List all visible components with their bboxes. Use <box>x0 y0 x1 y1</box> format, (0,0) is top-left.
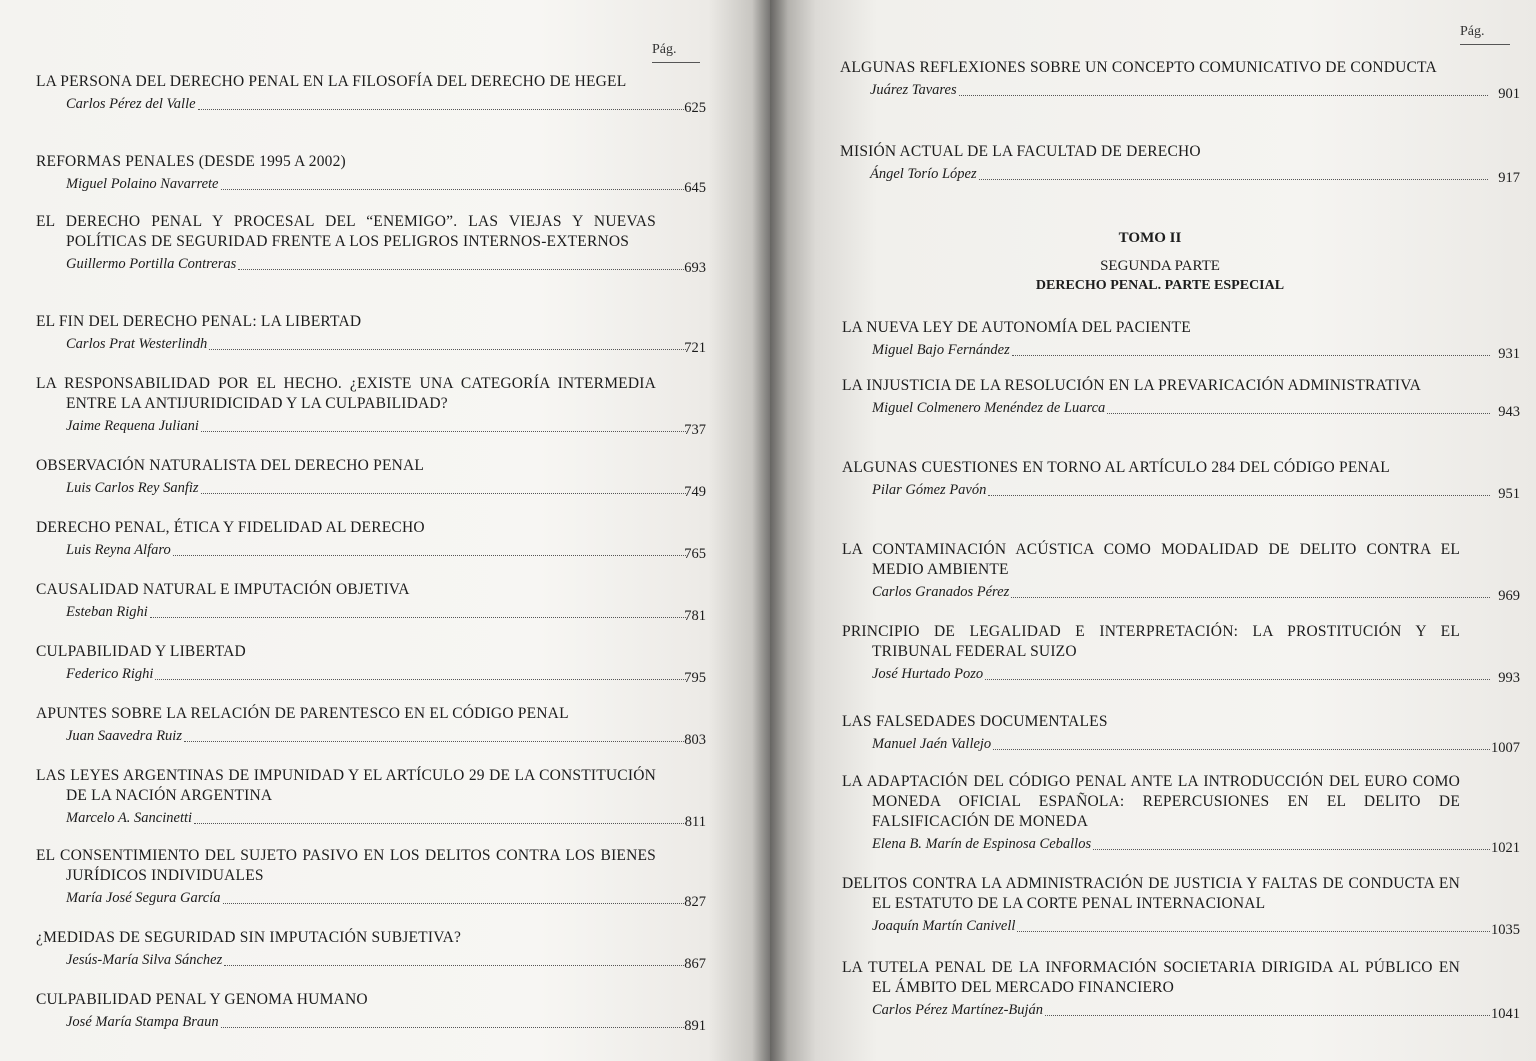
leader-dots <box>184 741 686 742</box>
toc-entry-author-line <box>66 416 686 436</box>
volume-heading: TOMO II <box>1118 230 1182 246</box>
toc-entry-title: REFORMAS PENALES (DESDE 1995 A 2002) <box>36 153 346 170</box>
toc-entry-title: LA TUTELA PENAL DE LA INFORMACIÓN SOCIETARIA DIRIGIDA AL PÚBLICO EN EL ÁMBITO DEL MERCADO FINANCIERO <box>842 959 1460 996</box>
toc-entry-author: Luis Carlos Rey Sanfiz <box>66 480 199 496</box>
toc-entry <box>36 990 706 1032</box>
toc-entry-page-number: 765 <box>684 546 706 562</box>
toc-entry <box>842 318 1520 360</box>
toc-entry <box>36 374 706 436</box>
toc-entry-page-number: 781 <box>684 608 706 624</box>
toc-entry-title: LA RESPONSABILIDAD POR EL HECHO. ¿EXISTE UNA CATEGORÍA INTERMEDIA ENTRE LA ANTIJURIDICIDAD Y LA CULPABILIDAD? <box>36 375 656 412</box>
toc-entry-author-line <box>870 164 1488 184</box>
toc-entry-page-number: 931 <box>1498 346 1520 362</box>
leader-dots <box>223 903 686 904</box>
leader-dots <box>1012 355 1490 356</box>
toc-entry <box>36 152 706 194</box>
toc-entry-author-line <box>872 1000 1490 1020</box>
toc-entry-title: LAS LEYES ARGENTINAS DE IMPUNIDAD Y EL ARTÍCULO 29 DE LA CONSTITUCIÓN DE LA NACIÓN ARGENTINA <box>36 767 656 804</box>
page-column-header: Pág. <box>652 42 700 63</box>
toc-entry-page-number: 1035 <box>1491 922 1520 938</box>
toc-entry-page-number: 625 <box>684 100 706 116</box>
toc-entry-author-line <box>872 398 1490 418</box>
toc-entry-author: Juárez Tavares <box>870 82 957 98</box>
toc-entry-title: MISIÓN ACTUAL DE LA FACULTAD DE DERECHO <box>840 143 1201 160</box>
toc-entry-page-number: 969 <box>1498 588 1520 604</box>
toc-entry-author-line <box>66 174 686 194</box>
toc-entry-title: EL FIN DEL DERECHO PENAL: LA LIBERTAD <box>36 313 362 330</box>
toc-entry-title: LA PERSONA DEL DERECHO PENAL EN LA FILOSOFÍA DEL DERECHO DE HEGEL <box>36 73 627 90</box>
toc-entry-author: Carlos Prat Westerlindh <box>66 336 208 352</box>
toc-entry-page-number: 901 <box>1498 86 1520 102</box>
page-column-header: Pág. <box>1460 24 1510 45</box>
toc-entry-author: Miguel Colmenero Menéndez de Luarca <box>872 400 1106 416</box>
toc-entry <box>842 874 1520 936</box>
toc-entry-page-number: 795 <box>684 670 706 686</box>
toc-entry-page-number: 749 <box>684 484 706 500</box>
toc-entry <box>842 712 1520 754</box>
toc-entry-page-number: 811 <box>684 814 706 830</box>
toc-entry-author-line <box>872 834 1490 854</box>
leader-dots <box>209 349 686 350</box>
toc-entry <box>36 212 706 274</box>
toc-entry-page-number: 867 <box>684 956 706 972</box>
leader-dots <box>155 679 686 680</box>
toc-entry <box>36 312 706 354</box>
toc-entry-author-line <box>872 916 1490 936</box>
toc-entry-author: Carlos Pérez Martínez-Buján <box>872 1002 1044 1018</box>
leader-dots <box>979 179 1488 180</box>
toc-entry-page-number: 737 <box>684 422 706 438</box>
leader-dots <box>201 431 686 432</box>
toc-entry-page-number: 1021 <box>1491 840 1520 856</box>
toc-entry-title: LA CONTAMINACIÓN ACÚSTICA COMO MODALIDAD DE DELITO CONTRA EL MEDIO AMBIENTE <box>842 541 1460 578</box>
toc-entry-title: CULPABILIDAD PENAL Y GENOMA HUMANO <box>36 991 368 1008</box>
toc-entry <box>840 142 1520 184</box>
leader-dots <box>150 617 686 618</box>
toc-entry-title: LAS FALSEDADES DOCUMENTALES <box>842 713 1108 730</box>
toc-entry-author: Jaime Requena Juliani <box>66 418 199 434</box>
toc-entry-title: ALGUNAS CUESTIONES EN TORNO AL ARTÍCULO 284 DEL CÓDIGO PENAL <box>842 459 1390 476</box>
toc-entry <box>36 518 706 560</box>
right-page <box>770 0 1536 1061</box>
toc-entry-title: APUNTES SOBRE LA RELACIÓN DE PARENTESCO EN EL CÓDIGO PENAL <box>36 705 569 722</box>
toc-entry-author-line <box>66 808 686 828</box>
leader-dots <box>1107 413 1490 414</box>
toc-entry-author: Carlos Pérez del Valle <box>66 96 196 112</box>
toc-entry-author-line <box>66 540 686 560</box>
toc-entry-title: ALGUNAS REFLEXIONES SOBRE UN CONCEPTO COMUNICATIVO DE CONDUCTA <box>840 59 1437 76</box>
leader-dots <box>985 679 1490 680</box>
toc-entry-page-number: 693 <box>684 260 706 276</box>
book-gutter-shadow <box>752 0 788 1061</box>
toc-entry-title: PRINCIPIO DE LEGALIDAD E INTERPRETACIÓN: LA PROSTITUCIÓN Y EL TRIBUNAL FEDERAL SUIZO <box>842 623 1460 660</box>
toc-entry-author-line <box>66 334 686 354</box>
part-subheading: DERECHO PENAL. PARTE ESPECIAL <box>1035 278 1285 293</box>
toc-entry-page-number: 917 <box>1498 170 1520 186</box>
leader-dots <box>194 823 686 824</box>
toc-entry-title: LA INJUSTICIA DE LA RESOLUCIÓN EN LA PREVARICACIÓN ADMINISTRATIVA <box>842 377 1422 394</box>
toc-entry <box>36 766 706 828</box>
toc-entry-title: OBSERVACIÓN NATURALISTA DEL DERECHO PENAL <box>36 457 425 474</box>
toc-entry-title: EL DERECHO PENAL Y PROCESAL DEL “ENEMIGO”. LAS VIEJAS Y NUEVAS POLÍTICAS DE SEGURIDAD FRENTE A LOS PELIGROS INTERNOS-EXTERNOS <box>36 213 656 250</box>
toc-entry-author-line <box>870 80 1488 100</box>
leader-dots <box>988 495 1490 496</box>
toc-entry-author: Guillermo Portilla Contreras <box>66 256 237 272</box>
toc-entry-author-line <box>66 254 686 274</box>
leader-dots <box>173 555 686 556</box>
toc-entry-author-line <box>66 478 686 498</box>
toc-entry <box>842 958 1520 1020</box>
toc-entry <box>842 458 1520 500</box>
toc-entry <box>842 540 1520 602</box>
toc-entry <box>36 846 706 908</box>
toc-entry-author: José Hurtado Pozo <box>872 666 984 682</box>
leader-dots <box>198 109 686 110</box>
toc-entry-title: CULPABILIDAD Y LIBERTAD <box>36 643 246 660</box>
toc-entry-author-line <box>872 340 1490 360</box>
toc-entry-author: Luis Reyna Alfaro <box>66 542 171 558</box>
leader-dots <box>221 189 687 190</box>
leader-dots <box>238 269 686 270</box>
toc-entry-author-line <box>872 734 1490 754</box>
leader-dots <box>1017 931 1490 932</box>
toc-entry-page-number: 1041 <box>1491 1006 1520 1022</box>
toc-entry-author: Juan Saavedra Ruiz <box>66 728 182 744</box>
toc-entry-author: Carlos Granados Pérez <box>872 584 1010 600</box>
leader-dots <box>959 95 1488 96</box>
toc-entry-page-number: 827 <box>684 894 706 910</box>
toc-entry-author-line <box>66 950 686 970</box>
toc-entry <box>36 580 706 622</box>
leader-dots <box>1045 1015 1490 1016</box>
toc-entry-title: LA NUEVA LEY DE AUTONOMÍA DEL PACIENTE <box>842 319 1191 336</box>
toc-entry-title: CAUSALIDAD NATURAL E IMPUTACIÓN OBJETIVA <box>36 581 410 598</box>
toc-entry-author-line <box>66 1012 686 1032</box>
toc-entry-author-line <box>66 664 686 684</box>
toc-entry-author: Miguel Bajo Fernández <box>872 342 1010 358</box>
toc-entry-page-number: 645 <box>684 180 706 196</box>
toc-entry-title: EL CONSENTIMIENTO DEL SUJETO PASIVO EN LOS DELITOS CONTRA LOS BIENES JURÍDICOS INDIVIDUALES <box>36 847 656 884</box>
toc-entry-author-line <box>872 480 1490 500</box>
leader-dots <box>201 493 686 494</box>
toc-entry-page-number: 951 <box>1498 486 1520 502</box>
toc-entry <box>36 642 706 684</box>
toc-entry-author: Pilar Gómez Pavón <box>872 482 987 498</box>
toc-entry-page-number: 803 <box>684 732 706 748</box>
toc-entry-page-number: 1007 <box>1491 740 1520 756</box>
toc-entry-page-number: 993 <box>1498 670 1520 686</box>
toc-entry-author: Federico Righi <box>66 666 154 682</box>
toc-entry-page-number: 943 <box>1498 404 1520 420</box>
leader-dots <box>1011 597 1490 598</box>
toc-entry <box>842 376 1520 418</box>
leader-dots <box>993 749 1490 750</box>
toc-entry-page-number: 891 <box>684 1018 706 1034</box>
toc-entry-page-number: 721 <box>684 340 706 356</box>
part-heading: SEGUNDA PARTE <box>1100 258 1220 274</box>
toc-entry <box>36 72 706 114</box>
toc-entry-author: Elena B. Marín de Espinosa Ceballos <box>872 836 1092 852</box>
toc-entry-author: María José Segura García <box>66 890 221 906</box>
toc-entry-author: Joaquín Martín Canivell <box>872 918 1016 934</box>
toc-entry-author-line <box>66 94 686 114</box>
toc-entry-author: Esteban Righi <box>66 604 148 620</box>
toc-entry-author: Miguel Polaino Navarrete <box>66 176 219 192</box>
toc-entry <box>36 928 706 970</box>
leader-dots <box>1093 849 1490 850</box>
toc-entry-author: Manuel Jaén Vallejo <box>872 736 992 752</box>
toc-entry-author: Marcelo A. Sancinetti <box>66 810 193 826</box>
leader-dots <box>221 1027 686 1028</box>
toc-entry-author: José María Stampa Braun <box>66 1014 219 1030</box>
toc-entry <box>840 58 1520 100</box>
leader-dots <box>224 965 686 966</box>
toc-entry-title: DERECHO PENAL, ÉTICA Y FIDELIDAD AL DERECHO <box>36 519 425 536</box>
toc-entry <box>842 622 1520 684</box>
toc-entry-author: Jesús-María Silva Sánchez <box>66 952 223 968</box>
toc-entry-author: Ángel Torío López <box>870 166 977 182</box>
toc-entry <box>36 456 706 498</box>
toc-entry-author-line <box>872 664 1490 684</box>
toc-entry-author-line <box>66 602 686 622</box>
toc-entry <box>36 704 706 746</box>
toc-entry-title: LA ADAPTACIÓN DEL CÓDIGO PENAL ANTE LA INTRODUCCIÓN DEL EURO COMO MONEDA OFICIAL ESPAÑOLA: REPERCUSIONES EN EL DELITO DE FALSIFICACIÓN DE MONEDA <box>842 773 1460 830</box>
toc-entry-author-line <box>66 888 686 908</box>
toc-entry-title: DELITOS CONTRA LA ADMINISTRACIÓN DE JUSTICIA Y FALTAS DE CONDUCTA EN EL ESTATUTO DE LA CORTE PENAL INTERNACIONAL <box>842 875 1460 912</box>
toc-entry-author-line <box>872 582 1490 602</box>
toc-entry-title: ¿MEDIDAS DE SEGURIDAD SIN IMPUTACIÓN SUBJETIVA? <box>36 929 462 946</box>
toc-entry-author-line <box>66 726 686 746</box>
toc-entry <box>842 772 1520 854</box>
